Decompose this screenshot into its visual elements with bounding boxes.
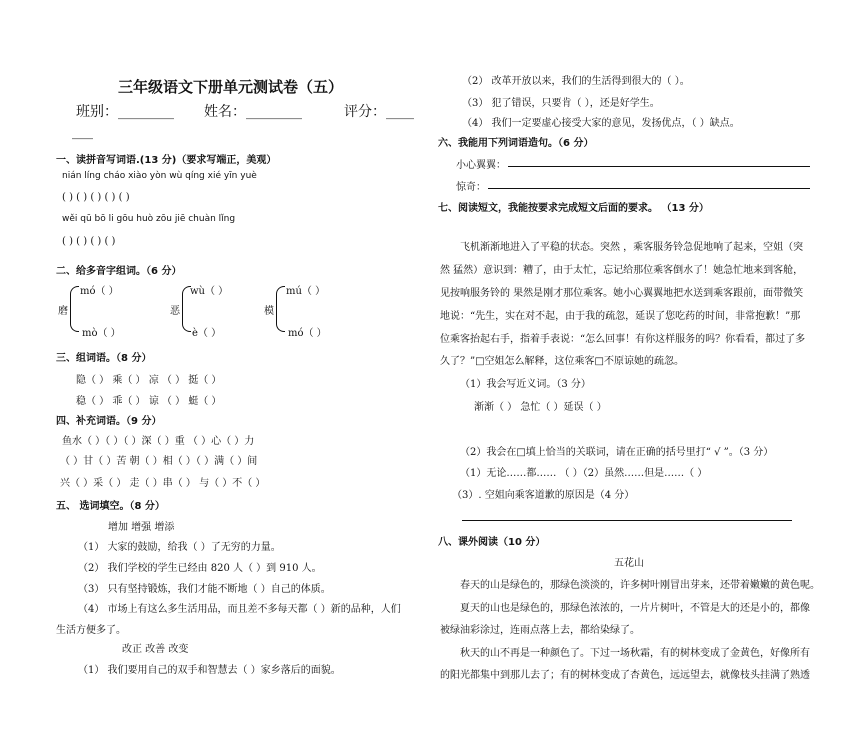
section-5-title: 五、 选词填空。（8 分） [56,501,165,512]
word-choices-1: 增加 增强 增添 [108,522,175,533]
idiom-row-1: 鱼水（ ）（ ）（ ）深（ ）重 （ ）心（ ）力 [62,436,255,447]
polyphone-char-2: 恶 [170,306,180,317]
answer-line-1[interactable] [508,166,810,167]
idiom-row-2: （ ）甘（ ）苦 朝（ ）相（ ）（ ）满（ ）间 [60,456,258,467]
fill-sentence-7: （3） 犯了错误，只要肯（ ），还是好学生。 [462,98,660,109]
polyphone-3a: mú（ ） [286,286,326,297]
stray-underline: ___ [72,124,93,140]
polyphone-char-3: 模 [264,306,274,317]
reading-line-3: 被绿油彩涂过，连雨点落上去，都给染绿了。 [440,625,640,636]
fill-sentence-4: （4） 市场上有这么多生活用品，而且差不多每天都（ ）新的品种，人们 [78,604,401,615]
reading-line-2: 夏天的山也是绿色的，那绿色浓浓的，一片片树叶，不管是大的还是小的，都像 [460,603,810,614]
reading-title: 五花山 [614,558,644,569]
section-4-title: 四、补充词语。（9 分） [56,416,162,427]
answer-line-3[interactable] [462,520,792,521]
section-7-title: 七、阅读短文，我能按要求完成短文后面的要求。 （13 分） [438,203,709,214]
reading-line-1: 春天的山是绿色的，那绿色淡淡的，许多树叶刚冒出芽来，还带着嫩嫩的黄色呢。 [460,580,820,591]
passage-line-3: 见按响服务铃的 果然是刚才那位乘客。她小心翼翼地把水送到乘客跟前，面带微笑 [440,288,804,299]
passage-line-6: 久了？”□空姐怎么解释，这位乘客□不原谅她的疏忽。 [440,356,685,367]
polyphone-3b: mó（ ） [288,328,327,339]
passage-line-2: 然 猛然）意识到：糟了，由于太忙，忘记给那位乘客倒水了！她急忙地来到客舱， [440,265,804,276]
section-3-title: 三、组词语。（8 分） [56,353,152,364]
brace-3 [276,286,285,332]
blank-row-1: ( ) ( ) ( ) ( ) ( ) [62,192,130,203]
sentence-word-2: 惊奇： [456,182,486,193]
score-field: 评分：____ [344,104,414,120]
polyphone-2a: wù（ ） [190,286,229,297]
polyphone-char-1: 磨 [58,306,68,317]
section-6-title: 六、我能用下列词语造句。（6 分） [438,138,594,149]
answer-line-2[interactable] [488,188,810,189]
word-row-1: 隐（ ） 乘（ ） 凉 （ ） 挺（ ） [76,375,222,386]
pinyin-row-2: wěi qū bō li gōu huò zōu jiē chuàn lǐng [62,214,236,224]
polyphone-2b: è（ ） [192,328,222,339]
pinyin-row-1: nián líng cháo xiào yòn wù qíng xié yīn yuè [62,171,257,181]
question-1-words: 渐渐（ ） 急忙（ ）延误（ ） [474,402,607,413]
word-choices-2: 改正 改善 改变 [122,644,189,655]
question-2: （2）我会在□填上恰当的关联词，请在正确的括号里打“ √ ”。（3 分） [460,447,774,458]
section-2-title: 二、给多音字组词。（6 分） [56,266,182,277]
sentence-word-1: 小心翼翼： [456,160,506,171]
blank-row-2: ( ) ( ) ( ) ( ) [62,236,116,247]
idiom-row-3: 兴（ ）采（ ） 走（ ）串（ ） 与（ ）不（ ） [60,478,266,489]
passage-line-1: 飞机渐渐地进入了平稳的状态。突然 ，乘客服务铃急促地响了起来，空姐（突 [460,242,804,253]
fill-sentence-2: （2） 我们学校的学生已经由 820 人（ ）到 910 人。 [78,563,322,574]
word-row-2: 稳（ ） 乖（ ） 谅 （ ） 蜓（ ） [76,396,222,407]
passage-line-4: 地说：“先生，实在对不起，由于我的疏忽，延误了您吃药的时间，非常抱歉！”那 [440,311,801,322]
reading-line-4: 秋天的山不再是一种颜色了。下过一场秋霜，有的树林变成了金黄色，好像所有 [460,648,810,659]
passage-line-5: 位乘客抬起右手，指着手表说：“怎么回事！有你这样服务的吗？你看看，都过了多 [440,334,806,345]
fill-sentence-3: （3） 只有坚持锻炼，我们才能不断地（ ）自己的体质。 [78,584,331,595]
fill-sentence-6: （2） 改革开放以来，我们的生活得到很大的（ ）。 [462,76,690,87]
fill-sentence-5: （1） 我们要用自己的双手和智慧去（ ）家乡落后的面貌。 [78,665,341,676]
polyphone-1b: mò（ ） [82,328,121,339]
fill-sentence-1: （1） 大家的鼓励，给我（ ）了无穷的力量。 [78,542,281,553]
name-field: 姓名：________ [204,104,302,120]
polyphone-1a: mó（ ） [80,286,119,297]
brace-1 [70,286,79,332]
fill-sentence-8: （4） 我们一定要虚心接受大家的意见，发扬优点，（ ）缺点。 [462,118,740,129]
question-1: （1）我会写近义词。（3 分） [460,379,591,390]
section-8-title: 八、课外阅读（10 分） [438,537,546,548]
reading-line-5: 的阳光都集中到那儿去了；有的树林变成了杏黄色，远远望去，就像枝头挂满了熟透 [440,670,810,681]
question-2-options: （1）无论……都…… （ ）（2）虽然……但是……（ ） [460,468,708,479]
page-title: 三年级语文下册单元测试卷（五） [118,78,344,96]
class-field: 班别：________ [76,104,174,120]
section-1-title: 一、读拼音写词语.(13 分)（要求写端正，美观） [56,155,277,166]
question-3: （3）. 空姐向乘客道歉的原因是（4 分） [452,490,635,501]
fill-sentence-4-cont: 生活方便多了。 [56,625,126,636]
